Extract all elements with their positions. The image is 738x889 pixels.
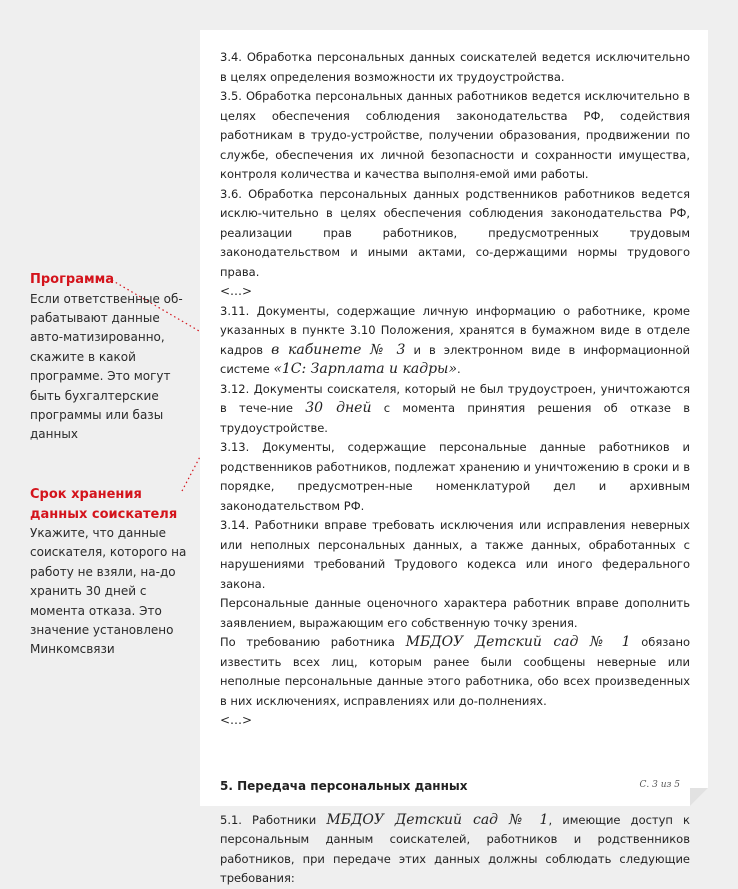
note-program: [30, 270, 190, 445]
system-field: «1С: Зарплата и кадры»: [273, 361, 458, 377]
note-program-title: Программа: [30, 272, 115, 287]
cabinet-field: в кабинете № 3: [271, 341, 406, 358]
paragraph-5-1-text-2: , имеющие доступ к персональным данным соискателей, работников и родственников работников, при передаче этих данных должны соблюдать следующие требования:: [220, 812, 690, 885]
paragraph-5-1-text: 5.1. Работники: [220, 812, 317, 827]
paragraph-3-11-text: 3.11. Документы, содержащие личную информацию о работнике, кроме указанных в пункте 3.10 Положения, хранятся в бумажном виде в отделе кадров: [220, 303, 690, 357]
paragraph-3-12-text-2: с момента принятия решения об отказе в трудоустройстве.: [220, 401, 691, 435]
retention-days-field: 30 дней: [305, 400, 372, 416]
organization-field: МБДОУ Детский сад № 1: [405, 634, 631, 650]
ellipsis-2: <…>: [220, 713, 253, 727]
paragraph-3-16-text: По требованию работника: [220, 635, 395, 649]
paragraph-3-12: [220, 380, 690, 439]
paragraph-3-15: Персональные данные оценочного характера работник вправе дополнить заявлением, выражающим его собственную точку зрения.: [220, 596, 690, 630]
document-page: [200, 30, 708, 885]
note-retention-title: Срок хранения данных соискателя: [30, 487, 178, 522]
paragraph-3-5: 3.5. Обработка персональных данных работников ведется исключительно в целях обеспечения соблюдения законодательства РФ, содействия работникам в трудо-устройстве, получении образования, продвижении по службе, обеспечения их личной безопасности и сохранности имущества, контроля количества и качества выполня-емой ими работы.: [220, 89, 690, 181]
margin-notes: [0, 0, 200, 836]
note-retention: [30, 485, 190, 660]
ellipsis-1: <…>: [220, 284, 253, 298]
document-content: [220, 48, 690, 889]
organization-field-2: МБДОУ Детский сад № 1: [326, 811, 549, 828]
paragraph-3-14: 3.14. Работники вправе требовать исключения или исправления неверных или неполных персональных данных, а также данных, обработанных с нарушениями требований Трудового кодекса или иного федерального закона.: [220, 518, 690, 591]
page-fold-icon: [690, 788, 708, 806]
paragraph-3-11-text-2: и в электронном виде в информационной системе: [220, 342, 691, 376]
section-title: 5. Передача персональных данных: [220, 778, 468, 793]
paragraph-3-13: 3.13. Документы, содержащие персональные данные работников и родственников работников, подлежат хранению и уничтожению в сроки и в порядке, предусмотрен-ные номенклатурой дел и архивным законодательством РФ.: [220, 440, 690, 513]
paragraph-3-4: 3.4. Обработка персональных данных соискателей ведется исключительно в целях определения возможности их трудоустройства.: [220, 50, 690, 84]
paragraph-3-6: 3.6. Обработка персональных данных родственников работников ведется исклю-чительно в целях обеспечения соблюдения законодательства РФ, реализации прав работников, предусмотренных трудовым законодательством и иными актами, со-держащими нормы трудового права.: [220, 186, 690, 279]
page-number: С. 3 из 5: [639, 780, 680, 790]
paragraph-3-11: [220, 302, 690, 380]
paragraph-3-16: [220, 633, 690, 711]
paragraph-5-1: [220, 811, 690, 889]
paragraph-3-11-end: .: [457, 362, 461, 376]
paragraph-3-16-text-2: обязано известить всех лиц, которым ранее были сообщены неверные или неполные персональные данные этого работника, обо всех произведенных в них исключениях, исправлениях или до-полнениях.: [220, 635, 691, 708]
note-retention-body: Укажите, что данные соискателя, которого на работу не взяли, на-до хранить 30 дней с момента отказа. Это значение установлено Минкомсвязи: [30, 526, 187, 657]
paragraph-3-12-text: 3.12. Документы соискателя, который не был трудоустроен, уничтожаются в тече-ние: [220, 381, 690, 415]
note-program-body: Если ответственные об-рабатывают данные авто-матизированно, скажите в какой программе. Это могут быть бухгалтерские программы или базы данных: [30, 291, 183, 442]
